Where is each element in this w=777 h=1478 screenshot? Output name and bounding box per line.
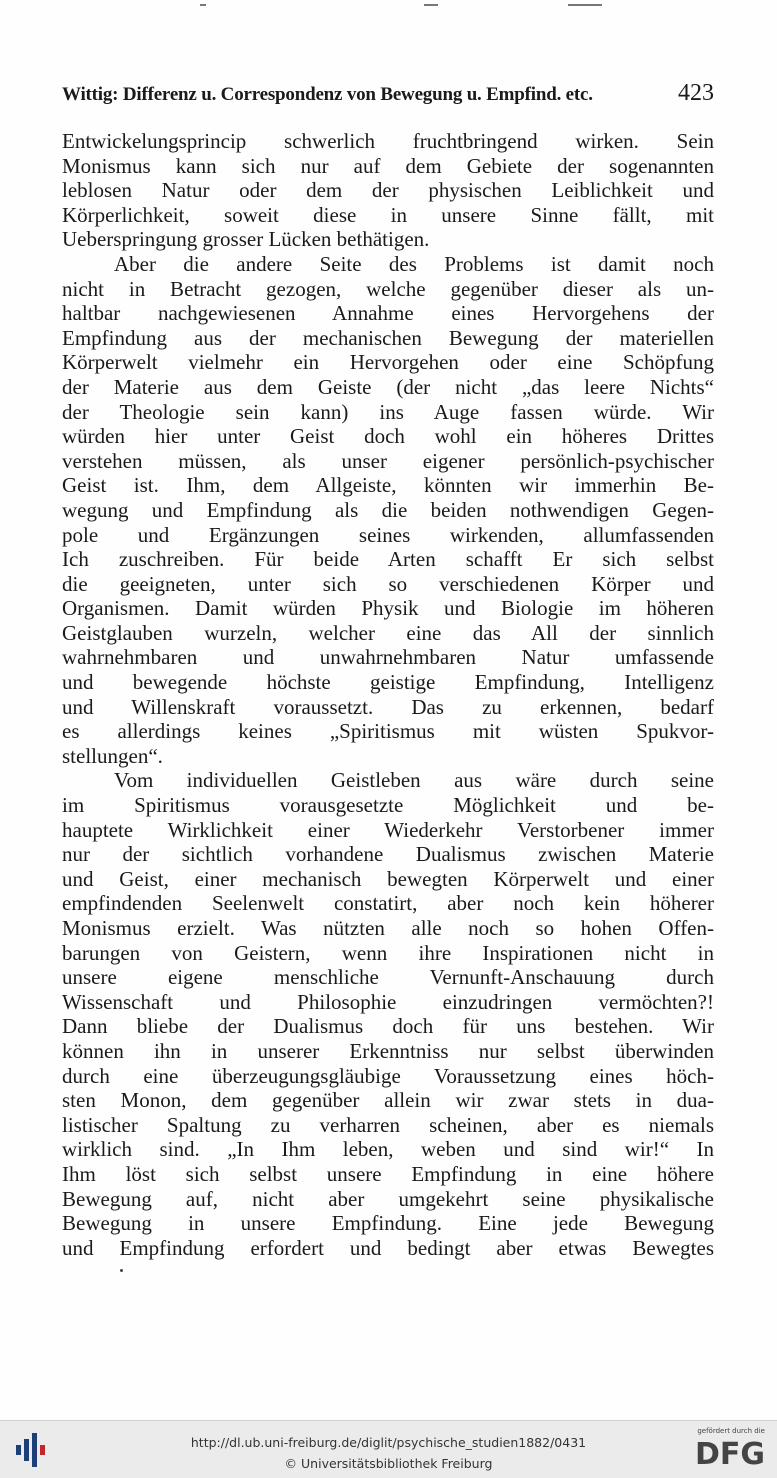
text-line: stellungen“. bbox=[62, 743, 163, 768]
text-line: Empfindung aus der mechanischen Bewegung der materiellen bbox=[62, 325, 714, 350]
text-line: würden hier unter Geist doch wohl ein höheres Drittes bbox=[62, 424, 714, 449]
copyright-notice: © Universitätsbibliothek Freiburg bbox=[284, 1456, 493, 1471]
text-line: empfindenden Seelenwelt constatirt, aber noch kein höherer bbox=[62, 891, 714, 916]
text-line: Vom individuellen Geistleben aus wäre durch seine bbox=[114, 768, 714, 793]
dfg-funding-note: gefördert durch die bbox=[697, 1427, 765, 1435]
source-url-link[interactable]: http://dl.ub.uni-freiburg.de/diglit/psychische_studien1882/0431 bbox=[190, 1435, 587, 1450]
text-line: Körperlichkeit, soweit diese in unsere Sinne fällt, mit bbox=[62, 202, 714, 227]
text-line: sten Monon, dem gegenüber allein wir zwar stets in dua- bbox=[62, 1088, 714, 1113]
text-line: Körperwelt vielmehr ein Hervorgehen oder eine Schöpfung bbox=[62, 350, 714, 375]
text-line: können ihn in unserer Erkenntniss nur selbst überwinden bbox=[62, 1038, 714, 1063]
text-line: wahrnehmbaren und unwahrnehmbaren Natur umfassende bbox=[62, 645, 714, 670]
text-line: es allerdings keines „Spiritismus mit wüsten Spukvor- bbox=[62, 719, 714, 744]
text-line: der Materie aus dem Geiste (der nicht „das leere Nichts“ bbox=[62, 374, 714, 399]
text-line: leblosen Natur oder dem der physischen Leiblichkeit und bbox=[62, 178, 714, 203]
text-line: Organismen. Damit würden Physik und Biologie im höheren bbox=[62, 596, 714, 621]
text-line: Ich zuschreiben. Für beide Arten schafft Er sich selbst bbox=[62, 547, 714, 572]
text-line: Geist ist. Ihm, dem Allgeiste, könnten wir immerhin Be- bbox=[62, 473, 714, 498]
text-line: wegung und Empfindung als die beiden nothwendigen Gegen- bbox=[62, 497, 714, 522]
text-line: Entwickelungsprincip schwerlich fruchtbringend wirken. Sein bbox=[62, 129, 714, 153]
dfg-logo-text: DFG bbox=[694, 1437, 765, 1472]
text-line: Aber die andere Seite des Problems ist damit noch bbox=[114, 251, 714, 276]
text-line: hauptete Wirklichkeit einer Wiederkehr Verstorbener immer bbox=[62, 817, 714, 842]
viewer-footer bbox=[0, 1420, 777, 1478]
text-line: barungen von Geistern, wenn ihre Inspirationen nicht in bbox=[62, 940, 714, 965]
body-text bbox=[62, 129, 714, 1260]
text-line: listischer Spaltung zu verharren scheinen, aber es niemals bbox=[62, 1112, 714, 1137]
text-line: Monismus erzielt. Was nützten alle noch so hohen Offen- bbox=[62, 916, 714, 940]
text-line: im Spiritismus vorausgesetzte Möglichkeit und be- bbox=[62, 793, 714, 818]
text-line: Ihm löst sich selbst unsere Empfindung in eine höhere bbox=[62, 1161, 714, 1186]
text-line: Bewegung in unsere Empfindung. Eine jede Bewegung bbox=[62, 1211, 714, 1236]
text-line: Monismus kann sich nur auf dem Gebiete der sogenannten bbox=[62, 153, 714, 178]
text-line: unsere eigene menschliche Vernunft-Anschauung durch bbox=[62, 965, 714, 990]
text-line: die geeigneten, unter sich so verschiedenen Körper und bbox=[62, 571, 714, 596]
running-title: Wittig: Differenz u. Correspondenz von Bewegung u. Empfind. etc. bbox=[62, 84, 593, 105]
text-line: Dann bliebe der Dualismus doch für uns bestehen. Wir bbox=[62, 1014, 714, 1039]
text-line: pole und Ergänzungen seines wirkenden, allumfassenden bbox=[62, 522, 714, 547]
text-line: Bewegung auf, nicht aber umgekehrt seine physikalische bbox=[62, 1186, 714, 1211]
text-line: der Theologie sein kann) ins Auge fassen würde. Wir bbox=[62, 399, 714, 424]
page-top-edge-marks bbox=[0, 2, 777, 10]
running-header bbox=[62, 80, 714, 112]
text-line: verstehen müssen, als unser eigener persönlich-psychischer bbox=[62, 448, 714, 473]
text-line: und bewegende höchste geistige Empfindung, Intelligenz bbox=[62, 670, 714, 695]
text-line: haltbar nachgewiesenen Annahme eines Hervorgehens der bbox=[62, 301, 714, 326]
ink-speck bbox=[120, 1269, 123, 1272]
page-number: 423 bbox=[678, 80, 714, 106]
text-line: nicht in Betracht gezogen, welche gegenüber dieser als un- bbox=[62, 276, 714, 301]
text-line: wirklich sind. „In Ihm leben, weben und sind wir!“ In bbox=[62, 1137, 714, 1162]
text-line: Wissenschaft und Philosophie einzudringen vermöchten?! bbox=[62, 989, 714, 1014]
text-line: und Willenskraft voraussetzt. Das zu erkennen, bedarf bbox=[62, 694, 714, 719]
text-line: Geistglauben wurzeln, welcher eine das All der sinnlich bbox=[62, 620, 714, 645]
text-line: durch eine überzeugungsgläubige Voraussetzung eines höch- bbox=[62, 1063, 714, 1088]
text-line: Ueberspringung grosser Lücken bethätigen. bbox=[62, 227, 430, 252]
text-line: und Empfindung erfordert und bedingt aber etwas Bewegtes bbox=[62, 1235, 714, 1260]
dfg-logo bbox=[689, 1427, 765, 1473]
text-line: nur der sichtlich vorhandene Dualismus zwischen Materie bbox=[62, 842, 714, 867]
text-line: und Geist, einer mechanisch bewegten Körperwelt und einer bbox=[62, 866, 714, 891]
